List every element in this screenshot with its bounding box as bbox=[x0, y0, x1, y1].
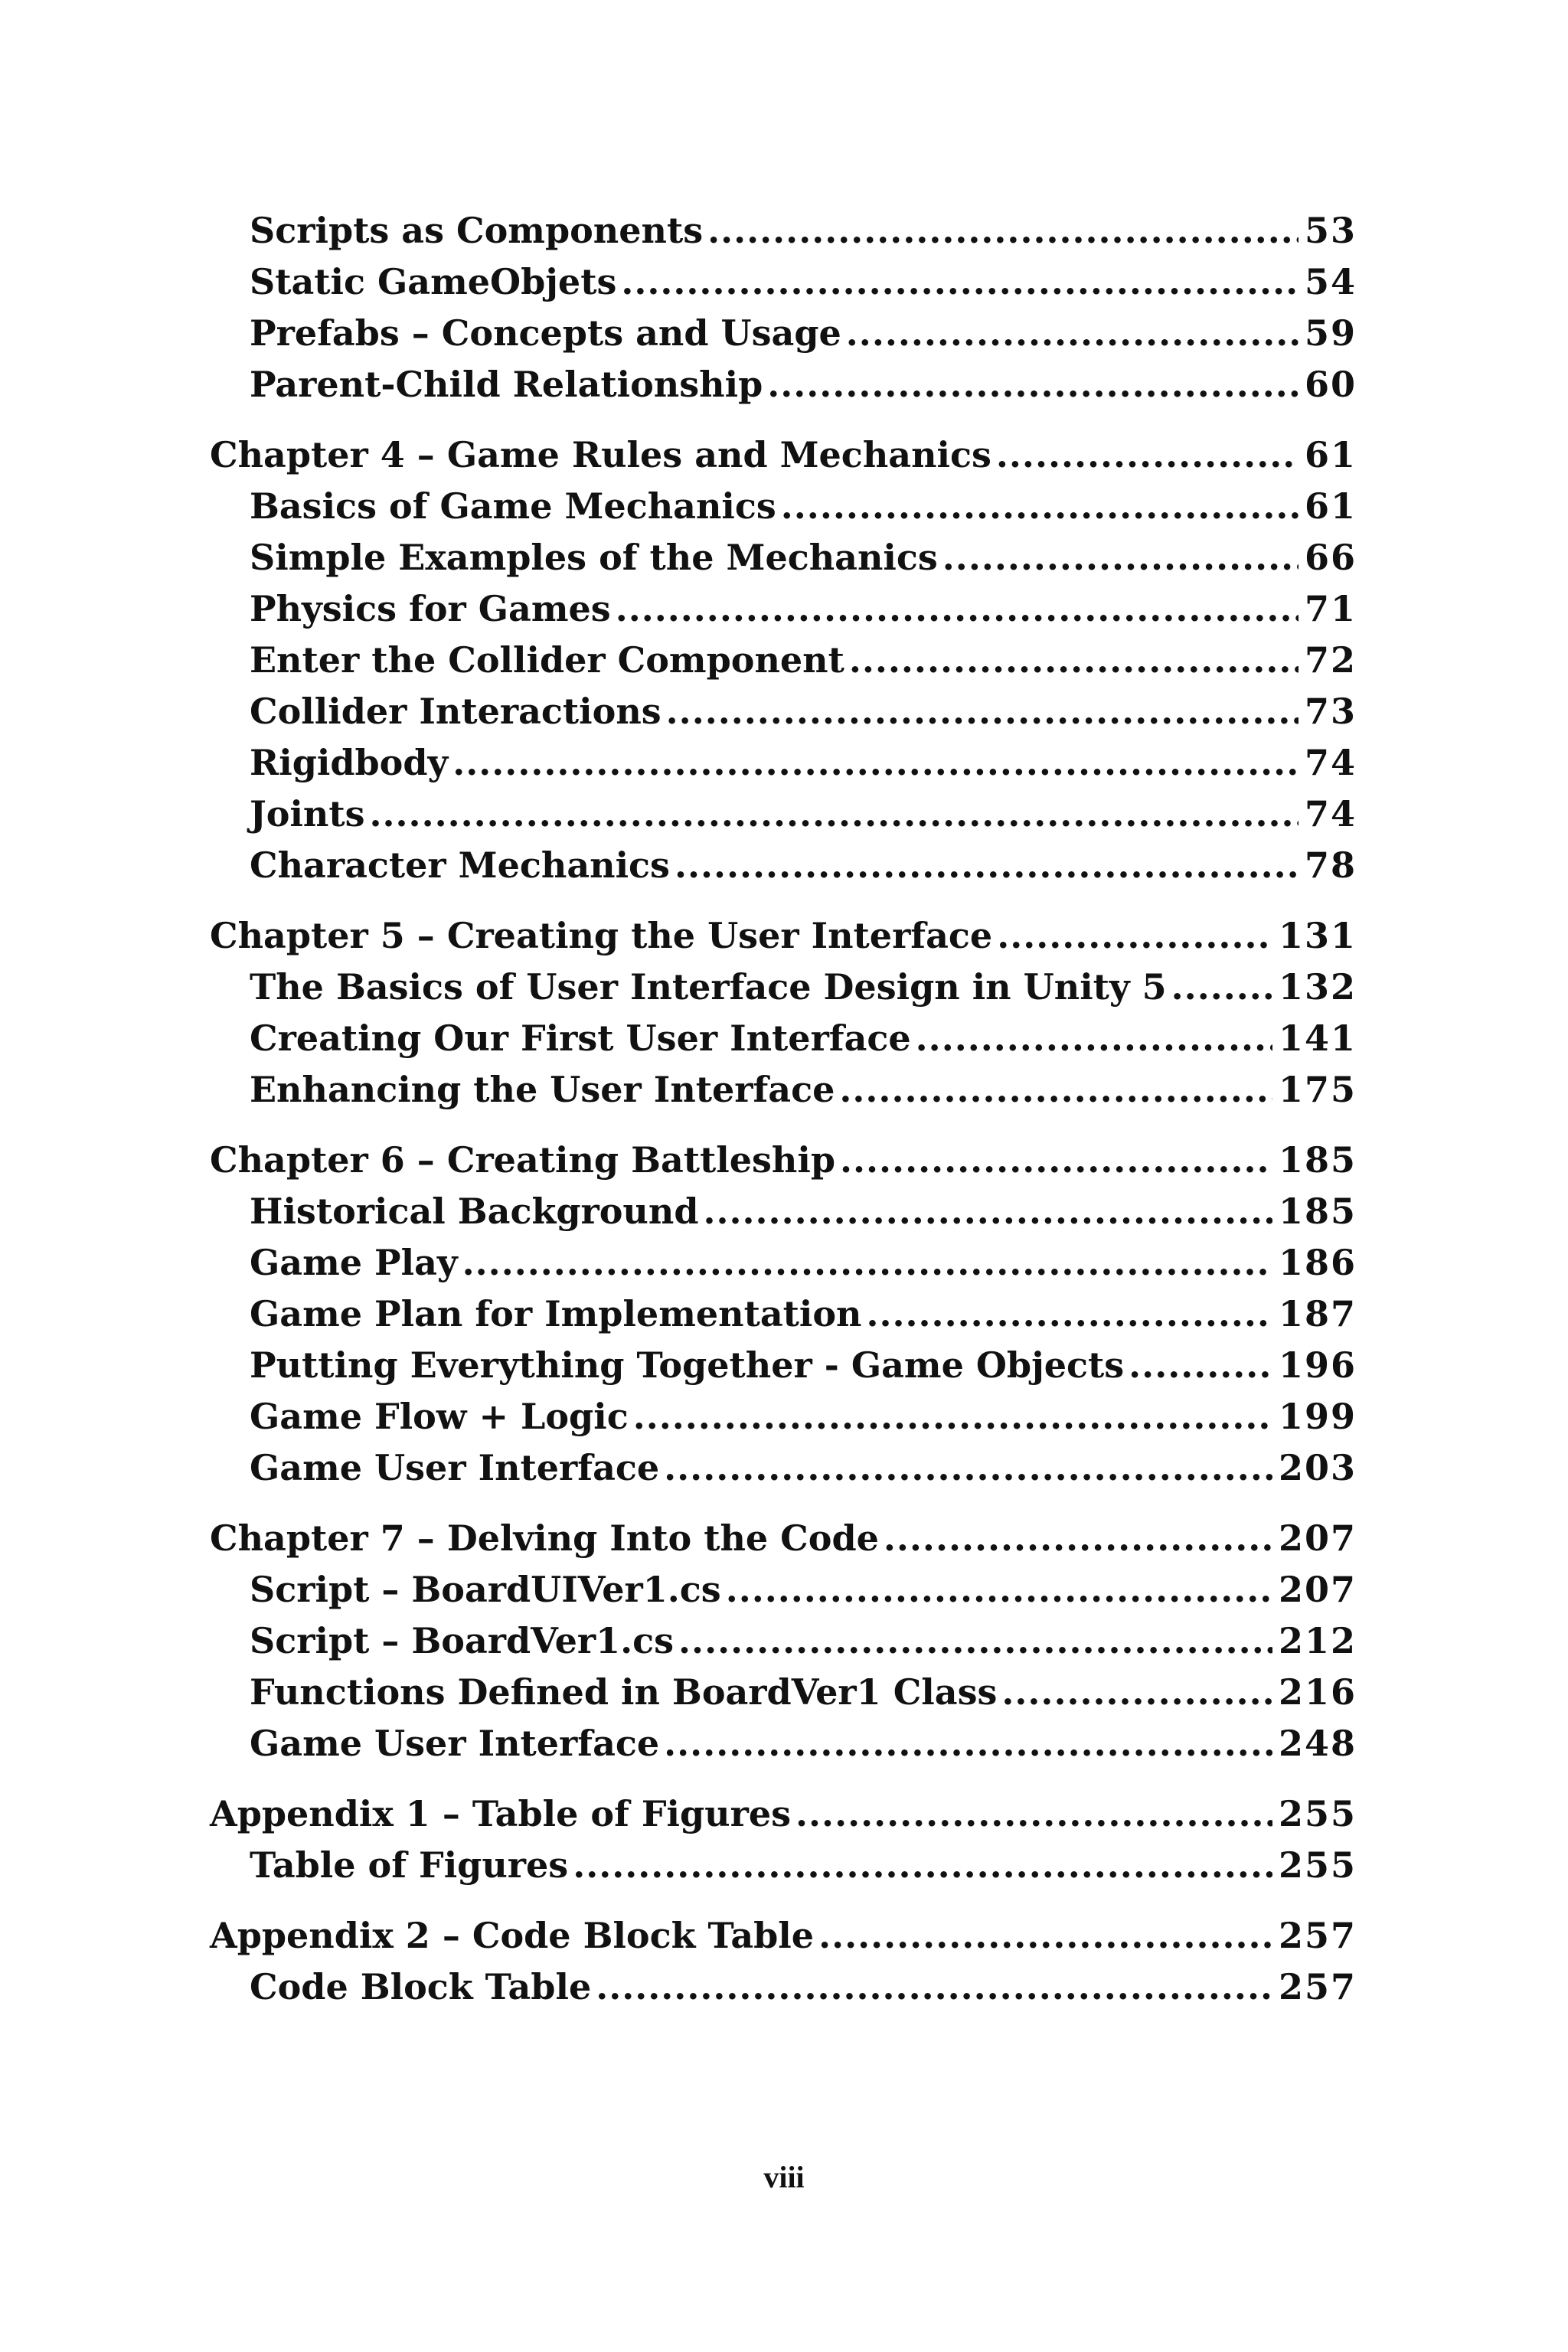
toc-entry-title: Chapter 4 – Game Rules and Mechanics bbox=[210, 434, 991, 475]
toc-entry-page-number: 131 bbox=[1278, 915, 1357, 956]
toc-entry-page-number: 71 bbox=[1304, 588, 1357, 629]
dot-leader bbox=[795, 1788, 1272, 1840]
toc-entry-title: Appendix 1 – Table of Figures bbox=[210, 1793, 792, 1834]
toc-section-entry[interactable] bbox=[210, 1442, 1357, 1494]
dot-leader bbox=[664, 1718, 1272, 1769]
toc-section-entry[interactable] bbox=[210, 1340, 1357, 1391]
toc-section-entry[interactable] bbox=[210, 1289, 1357, 1340]
toc-section-entry[interactable] bbox=[210, 308, 1357, 359]
dot-leader bbox=[849, 635, 1298, 686]
toc-entry-page-number: 61 bbox=[1304, 434, 1357, 475]
dot-leader bbox=[846, 308, 1298, 359]
dot-leader bbox=[621, 256, 1298, 308]
toc-entry-title: Physics for Games bbox=[250, 588, 611, 629]
toc-entry-page-number: 73 bbox=[1304, 691, 1357, 732]
toc-section-entry[interactable] bbox=[210, 840, 1357, 891]
toc-group bbox=[210, 1135, 1357, 1494]
toc-entry-page-number: 141 bbox=[1278, 1018, 1357, 1059]
toc-entry-page-number: 257 bbox=[1278, 1966, 1357, 2007]
toc-chapter-entry[interactable] bbox=[210, 430, 1357, 481]
toc-section-entry[interactable] bbox=[210, 737, 1357, 789]
toc-entry-page-number: 255 bbox=[1278, 1793, 1357, 1834]
page-number: viii bbox=[763, 2160, 805, 2194]
dot-leader bbox=[942, 532, 1298, 583]
dot-leader bbox=[616, 583, 1298, 635]
dot-leader bbox=[726, 1564, 1272, 1615]
toc-entry-title: Collider Interactions bbox=[250, 691, 662, 732]
toc-entry-page-number: 78 bbox=[1304, 844, 1357, 886]
dot-leader bbox=[678, 1615, 1272, 1667]
toc-section-entry[interactable] bbox=[210, 635, 1357, 686]
toc-entry-page-number: 60 bbox=[1304, 364, 1357, 405]
toc-section-entry[interactable] bbox=[210, 1064, 1357, 1116]
toc-entry-title: Game Play bbox=[250, 1242, 458, 1283]
toc-entry-title: Game User Interface bbox=[250, 1723, 660, 1764]
toc-entry-page-number: 207 bbox=[1278, 1569, 1357, 1610]
toc-group bbox=[210, 1910, 1357, 2013]
toc-section-entry[interactable] bbox=[210, 532, 1357, 583]
toc-section-entry[interactable] bbox=[210, 789, 1357, 840]
toc-section-entry[interactable] bbox=[210, 1667, 1357, 1718]
dot-leader bbox=[370, 789, 1298, 840]
toc-entry-page-number: 257 bbox=[1278, 1915, 1357, 1956]
toc-section-entry[interactable] bbox=[210, 1962, 1357, 2013]
toc-entry-page-number: 185 bbox=[1278, 1191, 1357, 1232]
toc-entry-title: Appendix 2 – Code Block Table bbox=[210, 1915, 815, 1956]
toc-chapter-entry[interactable] bbox=[210, 910, 1357, 962]
dot-leader bbox=[996, 430, 1298, 481]
toc-entry-title: Simple Examples of the Mechanics bbox=[250, 537, 938, 578]
dot-leader bbox=[462, 1237, 1272, 1289]
toc-entry-page-number: 72 bbox=[1304, 639, 1357, 681]
dot-leader bbox=[664, 1442, 1272, 1494]
toc-entry-title: Code Block Table bbox=[250, 1966, 592, 2007]
toc-entry-page-number: 216 bbox=[1278, 1671, 1357, 1713]
toc-entry-title: Joints bbox=[250, 793, 365, 835]
toc-section-entry[interactable] bbox=[210, 1564, 1357, 1615]
toc-group bbox=[210, 1513, 1357, 1769]
toc-entry-page-number: 185 bbox=[1278, 1139, 1357, 1181]
toc-entry-page-number: 175 bbox=[1278, 1069, 1357, 1110]
toc-entry-page-number: 61 bbox=[1304, 485, 1357, 527]
dot-leader bbox=[884, 1513, 1272, 1564]
toc-entry-page-number: 203 bbox=[1278, 1447, 1357, 1488]
dot-leader bbox=[666, 686, 1298, 737]
dot-leader bbox=[818, 1910, 1272, 1962]
toc-group bbox=[210, 205, 1357, 410]
dot-leader bbox=[1129, 1340, 1272, 1391]
dot-leader bbox=[1171, 962, 1272, 1013]
toc-entry-title: Static GameObjets bbox=[250, 261, 617, 302]
toc-section-entry[interactable] bbox=[210, 1013, 1357, 1064]
toc-section-entry[interactable] bbox=[210, 1718, 1357, 1769]
dot-leader bbox=[452, 737, 1298, 789]
toc-chapter-entry[interactable] bbox=[210, 1135, 1357, 1186]
toc-group bbox=[210, 910, 1357, 1116]
toc-entry-title: The Basics of User Interface Design in Unity 5 bbox=[250, 966, 1167, 1008]
toc-entry-page-number: 187 bbox=[1278, 1293, 1357, 1334]
toc-section-entry[interactable] bbox=[210, 962, 1357, 1013]
toc-section-entry[interactable] bbox=[210, 1615, 1357, 1667]
table-of-contents bbox=[210, 205, 1357, 2032]
toc-group bbox=[210, 1788, 1357, 1891]
toc-entry-title: Chapter 7 – Delving Into the Code bbox=[210, 1517, 879, 1559]
toc-entry-page-number: 248 bbox=[1278, 1723, 1357, 1764]
toc-entry-title: Script – BoardVer1.cs bbox=[250, 1620, 675, 1661]
toc-entry-title: Basics of Game Mechanics bbox=[250, 485, 776, 527]
dot-leader bbox=[1001, 1667, 1272, 1718]
dot-leader bbox=[596, 1962, 1272, 2013]
toc-group bbox=[210, 430, 1357, 891]
toc-entry-title: Rigidbody bbox=[250, 742, 449, 783]
toc-entry-title: Chapter 6 – Creating Battleship bbox=[210, 1139, 835, 1181]
toc-entry-page-number: 74 bbox=[1304, 742, 1357, 783]
toc-entry-title: Script – BoardUIVer1.cs bbox=[250, 1569, 721, 1610]
toc-entry-page-number: 212 bbox=[1278, 1620, 1357, 1661]
toc-section-entry[interactable] bbox=[210, 1186, 1357, 1237]
toc-section-entry[interactable] bbox=[210, 1391, 1357, 1442]
toc-entry-title: Historical Background bbox=[250, 1191, 699, 1232]
toc-entry-title: Enter the Collider Component bbox=[250, 639, 844, 681]
toc-section-entry[interactable] bbox=[210, 359, 1357, 410]
toc-entry-page-number: 59 bbox=[1304, 312, 1357, 354]
toc-section-entry[interactable] bbox=[210, 256, 1357, 308]
toc-entry-page-number: 207 bbox=[1278, 1517, 1357, 1559]
toc-chapter-entry[interactable] bbox=[210, 1513, 1357, 1564]
dot-leader bbox=[916, 1013, 1272, 1064]
toc-section-entry[interactable] bbox=[210, 686, 1357, 737]
toc-section-entry[interactable] bbox=[210, 583, 1357, 635]
toc-entry-page-number: 132 bbox=[1278, 966, 1357, 1008]
toc-entry-title: Prefabs – Concepts and Usage bbox=[250, 312, 841, 354]
toc-entry-page-number: 74 bbox=[1304, 793, 1357, 835]
toc-entry-title: Game Plan for Implementation bbox=[250, 1293, 862, 1334]
toc-entry-title: Parent-Child Relationship bbox=[250, 364, 763, 405]
toc-entry-page-number: 66 bbox=[1304, 537, 1357, 578]
dot-leader bbox=[840, 1135, 1272, 1186]
dot-leader bbox=[573, 1840, 1272, 1891]
toc-section-entry[interactable] bbox=[210, 481, 1357, 532]
toc-entry-title: Game Flow + Logic bbox=[250, 1396, 629, 1437]
toc-section-entry[interactable] bbox=[210, 1237, 1357, 1289]
toc-entry-title: Table of Figures bbox=[250, 1844, 569, 1886]
dot-leader bbox=[781, 481, 1298, 532]
toc-entry-title: Chapter 5 – Creating the User Interface bbox=[210, 915, 993, 956]
toc-entry-page-number: 255 bbox=[1278, 1844, 1357, 1886]
toc-entry-page-number: 186 bbox=[1278, 1242, 1357, 1283]
dot-leader bbox=[767, 359, 1298, 410]
toc-entry-title: Game User Interface bbox=[250, 1447, 660, 1488]
toc-entry-page-number: 196 bbox=[1278, 1344, 1357, 1386]
dot-leader bbox=[675, 840, 1298, 891]
toc-entry-page-number: 54 bbox=[1304, 261, 1357, 302]
toc-entry-title: Functions Defined in BoardVer1 Class bbox=[250, 1671, 998, 1713]
toc-section-entry[interactable] bbox=[210, 205, 1357, 256]
dot-leader bbox=[839, 1064, 1272, 1116]
toc-entry-page-number: 199 bbox=[1278, 1396, 1357, 1437]
dot-leader bbox=[707, 205, 1298, 256]
toc-chapter-entry[interactable] bbox=[210, 1788, 1357, 1840]
dot-leader bbox=[866, 1289, 1272, 1340]
dot-leader bbox=[703, 1186, 1272, 1237]
toc-section-entry[interactable] bbox=[210, 1840, 1357, 1891]
toc-entry-title: Creating Our First User Interface bbox=[250, 1018, 911, 1059]
toc-entry-title: Scripts as Components bbox=[250, 210, 704, 251]
toc-chapter-entry[interactable] bbox=[210, 1910, 1357, 1962]
toc-entry-title: Putting Everything Together - Game Objects bbox=[250, 1344, 1125, 1386]
dot-leader bbox=[633, 1391, 1272, 1442]
toc-entry-title: Character Mechanics bbox=[250, 844, 670, 886]
toc-entry-title: Enhancing the User Interface bbox=[250, 1069, 835, 1110]
dot-leader bbox=[997, 910, 1272, 962]
toc-entry-page-number: 53 bbox=[1304, 210, 1357, 251]
